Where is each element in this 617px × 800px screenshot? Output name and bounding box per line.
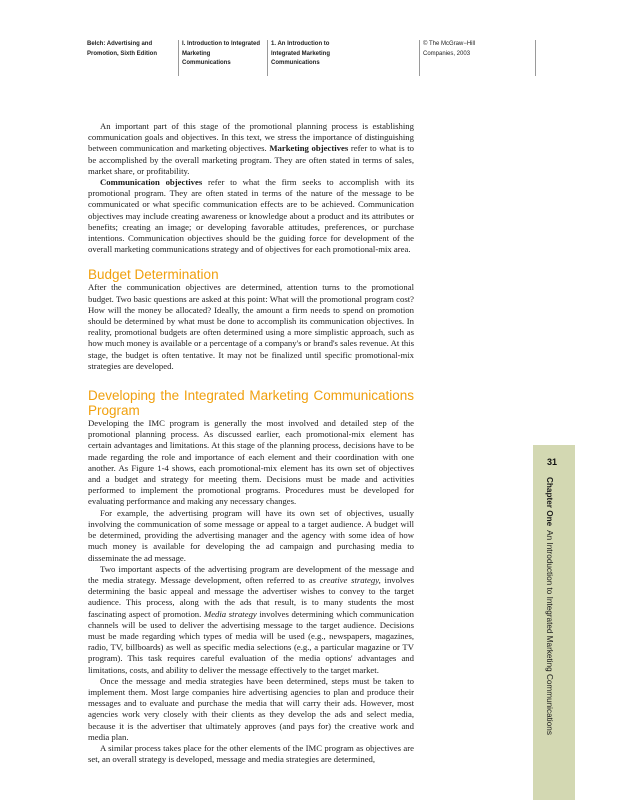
term-marketing-objectives: Marketing objectives (269, 143, 349, 154)
text-run: involves determining which communication channels will be used to deliver the advertising message to the target audience. Decisions must be made regarding which types of media will be used (e.g., newspapers, magazines, radio, TV, billboards) as well as specific media selections (e.g., a particular magazine or TV program). This task requires careful evaluation of the media options' advantages and limitations, costs, and ability to deliver the message effectively to the target market. (88, 608, 414, 675)
header-chapter-line-3: Communications (271, 60, 320, 66)
header-part-line-2: Marketing (182, 50, 211, 57)
paragraph-implementation: Once the message and media strategies have been determined, steps must be taken to implement them. Most large companies hire advertising agencies to plan and produce their messages and to evaluate and purchase the media that will carry their ads. However, most agencies work very closely with their clients as they develop the ads and select media, because it is the advertiser that ultimately approves (and pays for) the creative work and media plan. (88, 675, 414, 742)
header-copyright-line-1: © The McGraw−Hill (423, 41, 476, 47)
heading-budget-determination: Budget Determination (88, 267, 219, 283)
paragraph-communication-objectives (88, 177, 414, 255)
term-media-strategy: Media strategy (203, 608, 257, 619)
chapter-title-label: An Introduction to Integrated Marketing Communications (545, 530, 554, 735)
text-run: refer to what is to be accomplished by the overall marketing program. They are often stated in terms of sales, market share, or profitability. (88, 143, 414, 176)
chapter-side-tab (533, 445, 575, 800)
text-run: involves determining the basic appeal and message the advertiser wishes to convey to the target audience. This process, along with the ads that result, is to many students the most fascinating aspect of promotion. (88, 574, 414, 619)
paragraph-message-media (88, 564, 414, 676)
paragraph-objectives-intro (88, 121, 414, 177)
term-communication-objectives: Communication objectives (100, 177, 203, 188)
chapter-side-label-text (545, 477, 554, 735)
body-text (88, 121, 414, 765)
header-part-line-3: Communications (182, 60, 231, 66)
paragraph-imc-program: Developing the IMC program is generally the most involved and detailed step of the promotional planning process. As discussed earlier, each promotional-mix element has certain advantages and limitations. At this stage of the planning process, decisions have to be made regarding the role and importance of each element and their coordination with one another. As Figure 1-4 shows, each promotional-mix element has its own set of objectives and a budget and strategy for meeting them. Decisions must be made and activities performed to implement the promotional programs. Procedures must be developed for evaluating performance and making any necessary changes. (88, 418, 414, 507)
header-chapter-line-2: Integrated Marketing (271, 50, 331, 57)
paragraph-advertising-example: For example, the advertising program will have its own set of objectives, usually involving the communication of some message or appeal to a target audience. A budget will be determined, providing the advertising manager and the agency with some idea of how much money is available for developing the ad campaign and purchasing media to disseminate the ad message. (88, 507, 414, 563)
page-number: 31 (546, 457, 557, 467)
header-book-title (87, 40, 173, 76)
term-creative-strategy: creative strategy, (319, 574, 381, 585)
header-part-title (178, 40, 266, 76)
text-run: Two important aspects of the advertising program are development of the message and the media strategy. Message development, often referred to as (88, 563, 414, 585)
paragraph-budget: After the communication objectives are determined, attention turns to the promotional budget. Two basic questions are asked at this point: What will the promotional program cost? How will the money be allocated? Ideally, the amount a firm needs to spend on promotion should be determined by what must be done to accomplish its communication objectives. In reality, promotional budgets are often determined using a more simplistic approach, such as how much money is available or a percentage of a company's or brand's sales revenue. At this stage, the budget is often tentative. It may not be finalized until specific promotional-mix strategies are developed. (88, 282, 414, 371)
header-chapter-line-1: 1. An Introduction to (271, 41, 330, 47)
header-part-line-1: I. Introduction to Integrated (182, 41, 260, 47)
heading-developing-imc-program: Developing the Integrated Marketing Communications Program (88, 388, 414, 419)
header-chapter-title (267, 40, 421, 76)
header-copyright (419, 40, 536, 76)
header-book-line-1: Belch: Advertising and (87, 41, 153, 47)
chapter-number-label: Chapter One (545, 477, 554, 527)
paragraph-similar-process: A similar process takes place for the other elements of the IMC program as objectives are set, an overall strategy is developed, message and media strategies are determined, (88, 742, 414, 765)
running-header (87, 40, 533, 76)
header-copyright-line-2: Companies, 2003 (423, 50, 471, 57)
header-book-line-2: Promotion, Sixth Edition (87, 50, 157, 57)
text-run: refer to what the firm seeks to accomplish with its promotional program. They are often stated in terms of the nature of the message to be communicated or what specific communication effects are to be achieved. Communication objectives may include creating awareness or knowledge about a product and its attributes or benefits; creating an image; or developing favorable attitudes, preferences, or purchase intentions. Communication objectives should be the guiding force for development of the overall marketing communications strategy and of objectives for each promotional-mix area. (88, 177, 414, 255)
text-run: An important part of this stage of the promotional planning process is establishing communication goals and objectives. In this text, we stress the importance of distinguishing between communication and marketing objectives. (88, 121, 414, 154)
